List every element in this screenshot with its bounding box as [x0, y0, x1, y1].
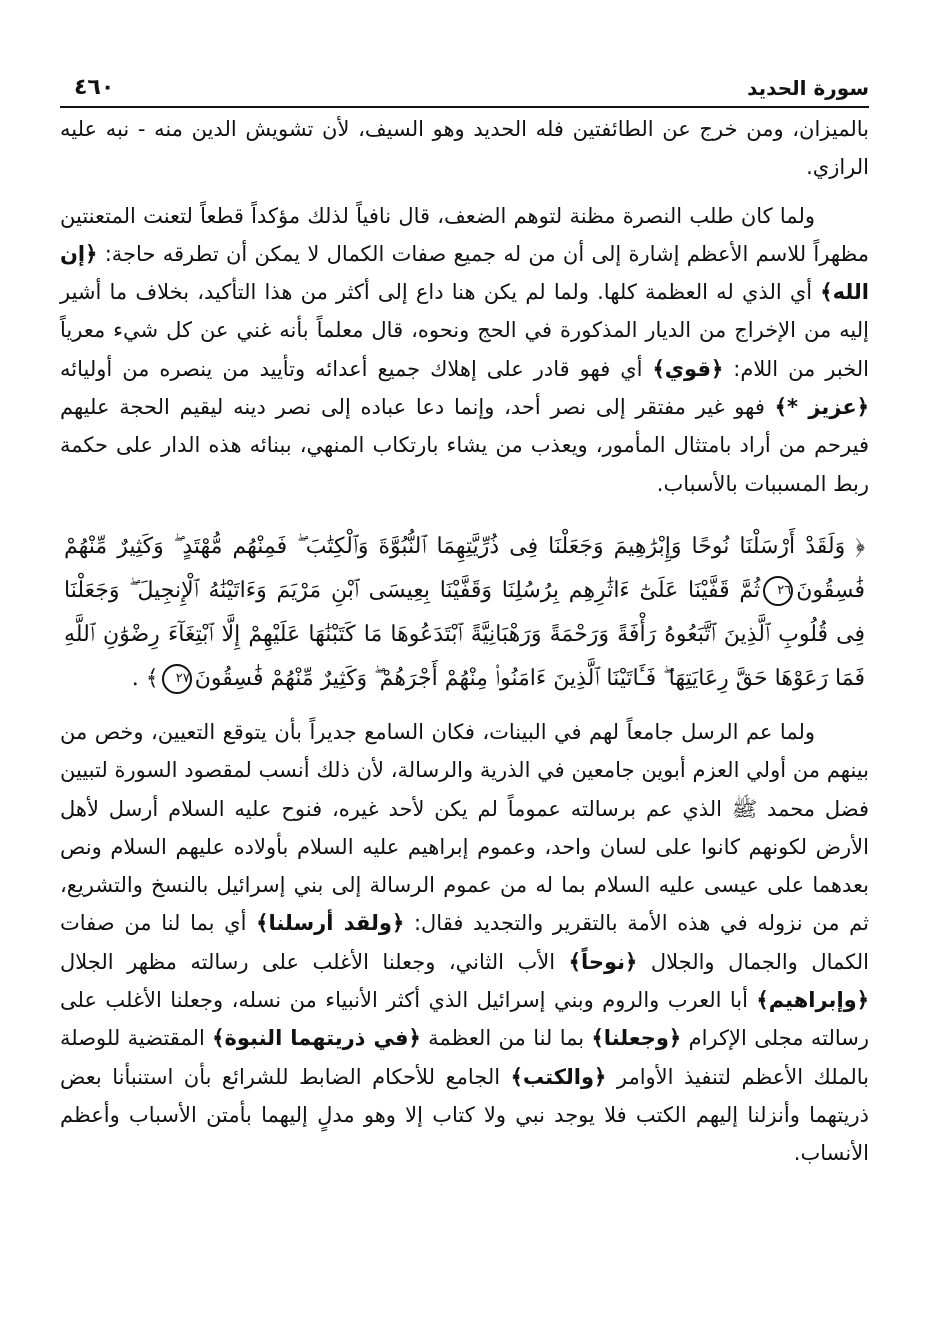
paragraph-3 [60, 713, 869, 1173]
quran-verses [60, 525, 869, 701]
paragraph-1 [60, 110, 869, 187]
paragraph-text: المقتضية للوصلة بالملك الأعظم لتنفيذ الأوامر [60, 1026, 869, 1089]
surah-title: سورة الحديد [747, 76, 869, 100]
paragraph-text: الأب الثاني، وجعلنا الأغلب على رسالته مظهر الجلال [60, 949, 569, 974]
verse-text: ثُمَّ قَفَّيْنَا عَلَىٰٓ ءَاثَٰرِهِم بِرُسُلِنَا وَقَفَّيْنَا بِعِيسَى ٱبْنِ مَرْيَمَ وَءَاتَيْنَٰهُ ٱلْإِنجِيلَ ۖ وَجَعَلْنَا فِى قُلُوبِ ٱلَّذِينَ ٱتَّبَعُوهُ رَأْفَةً وَرَحْمَةً وَرَهْبَانِيَّةً ٱبْتَدَعُوهَا مَا كَتَبْنَٰهَا عَلَيْهِمْ إِلَّا ٱبْتِغَآءَ رِضْوَٰنِ ٱللَّهِ فَمَا رَعَوْهَا حَقَّ رِعَايَتِهَا ۖ فَـَٔاتَيْنَا ٱلَّذِينَ ءَامَنُوا۟ مِنْهُمْ أَجْرَهُمْ ۖ وَكَثِيرٌ مِّنْهُمْ فَٰسِقُونَ [64, 577, 865, 691]
paragraph-text: أي فهو قادر على إهلاك جميع أعدائه وتأييد من ينصره من أوليائه [60, 356, 653, 381]
quran-quote: ﴿في ذريتهما النبوة﴾ [212, 1026, 421, 1051]
paragraph-2 [60, 197, 869, 503]
paragraph-text: ولما كان طلب النصرة مظنة لتوهم الضعف، قال نافياً لذلك مؤكداً قطعاً لتعنت المتعنتين مظهراً للاسم الأعظم إشارة إلى أن من له جميع صفات الكمال لا يمكن أن تطرقه حاجة: [60, 203, 869, 266]
quran-quote: ﴿نوحاً﴾ [568, 949, 638, 974]
verse-text: ﴿ وَلَقَدْ أَرْسَلْنَا نُوحًا وَإِبْرَٰهِيمَ وَجَعَلْنَا فِى ذُرِّيَّتِهِمَا ٱلنُّبُوَّةَ وَٱلْكِتَٰبَ ۖ فَمِنْهُم مُّهْتَدٍ ۖ وَكَثِيرٌ مِّنْهُمْ فَٰسِقُونَ [64, 533, 865, 603]
quran-quote: ﴿والكتب﴾ [510, 1064, 607, 1089]
paragraph-text: بما لنا من العظمة [420, 1026, 592, 1051]
quran-quote: ﴿وجعلنا﴾ [591, 1026, 682, 1051]
verse-closing-bracket: ﴾ . [131, 665, 159, 691]
paragraph-text: ولما عم الرسل جامعاً لهم في البينات، فكان السامع جديراً بأن يتوقع التعيين، وخص من بينهم من أولي العزم أبوين جامعين في الذرية والرسالة، لأن ذلك أنسب لمقصود السورة لتبيين فضل محمد ﷺ الذي عم برسالته عموماً لم يكن لأحد غيره، فنوح عليه السلام أرسل لأهل الأرض لكونهم كانوا على لسان واحد، وعموم إبراهيم عليه السلام بأولاده عليهم السلام ونص بعدهما على عيسى عليه السلام بما له من عموم الرسالة إلى بني إسرائيل بالنسخ والتشريع، ثم من نزوله في هذه الأمة بالتقرير والتجديد فقال: [60, 719, 869, 936]
paragraph-text: أي بما لنا من صفات الكمال والجمال والجلال [60, 911, 869, 974]
paragraph-text: الجامع للأحكام الضابط للشرائع بأن استنبأنا بعض ذريتهما وأنزلنا إليهم الكتب فلا يوجد نبي ولا كتاب إلا وهو مدلٍ إليهما بأمتن الأسباب وأعظم الأنساب. [60, 1064, 869, 1166]
quran-quote: ﴿قوي﴾ [652, 356, 724, 381]
page-number: ٤٦٠ [74, 75, 115, 100]
paragraph-text: أبا العرب والروم وبني إسرائيل الذي أكثر الأنبياء من نسله، وجعلنا الأغلب على رسالته مجلى الإكرام [60, 988, 869, 1051]
ayah-number-marker: ٢٦ [763, 576, 793, 606]
quran-quote: ﴿وإبراهيم﴾ [756, 988, 869, 1013]
book-page [60, 70, 869, 1318]
quran-quote: ﴿إن الله﴾ [60, 241, 869, 305]
quran-quote: ﴿ولقد أرسلنا﴾ [256, 911, 405, 936]
paragraph-text: أي الذي له العظمة كلها. ولما لم يكن هنا داع إلى أكثر من هذا التأكيد، بخلاف ما أشير إليه من الإخراج من الديار المذكورة في الحج ونحوه، قال معلماً بأنه غني عن كل شيء معرياً الخبر من اللام: [60, 280, 869, 381]
paragraph-text: بالميزان، ومن خرج عن الطائفتين فله الحديد وهو السيف، لأن تشويش الدين منه - نبه عليه الرازي. [60, 117, 869, 180]
page-header [60, 70, 869, 108]
paragraph-text: فهو غير مفتقر إلى نصر أحد، وإنما دعا عباده إلى نصر دينه ليقيم الحجة عليهم فيرحم من أراد بامتثال المأمور، ويعذب من يشاء بارتكاب المنهي، ببنائه هذه الدار على حكمة ربط المسببات بالأسباب. [60, 395, 869, 496]
ayah-number-marker: ٢٧ [162, 664, 192, 694]
quran-quote: ﴿عزيز *﴾ [774, 395, 869, 420]
